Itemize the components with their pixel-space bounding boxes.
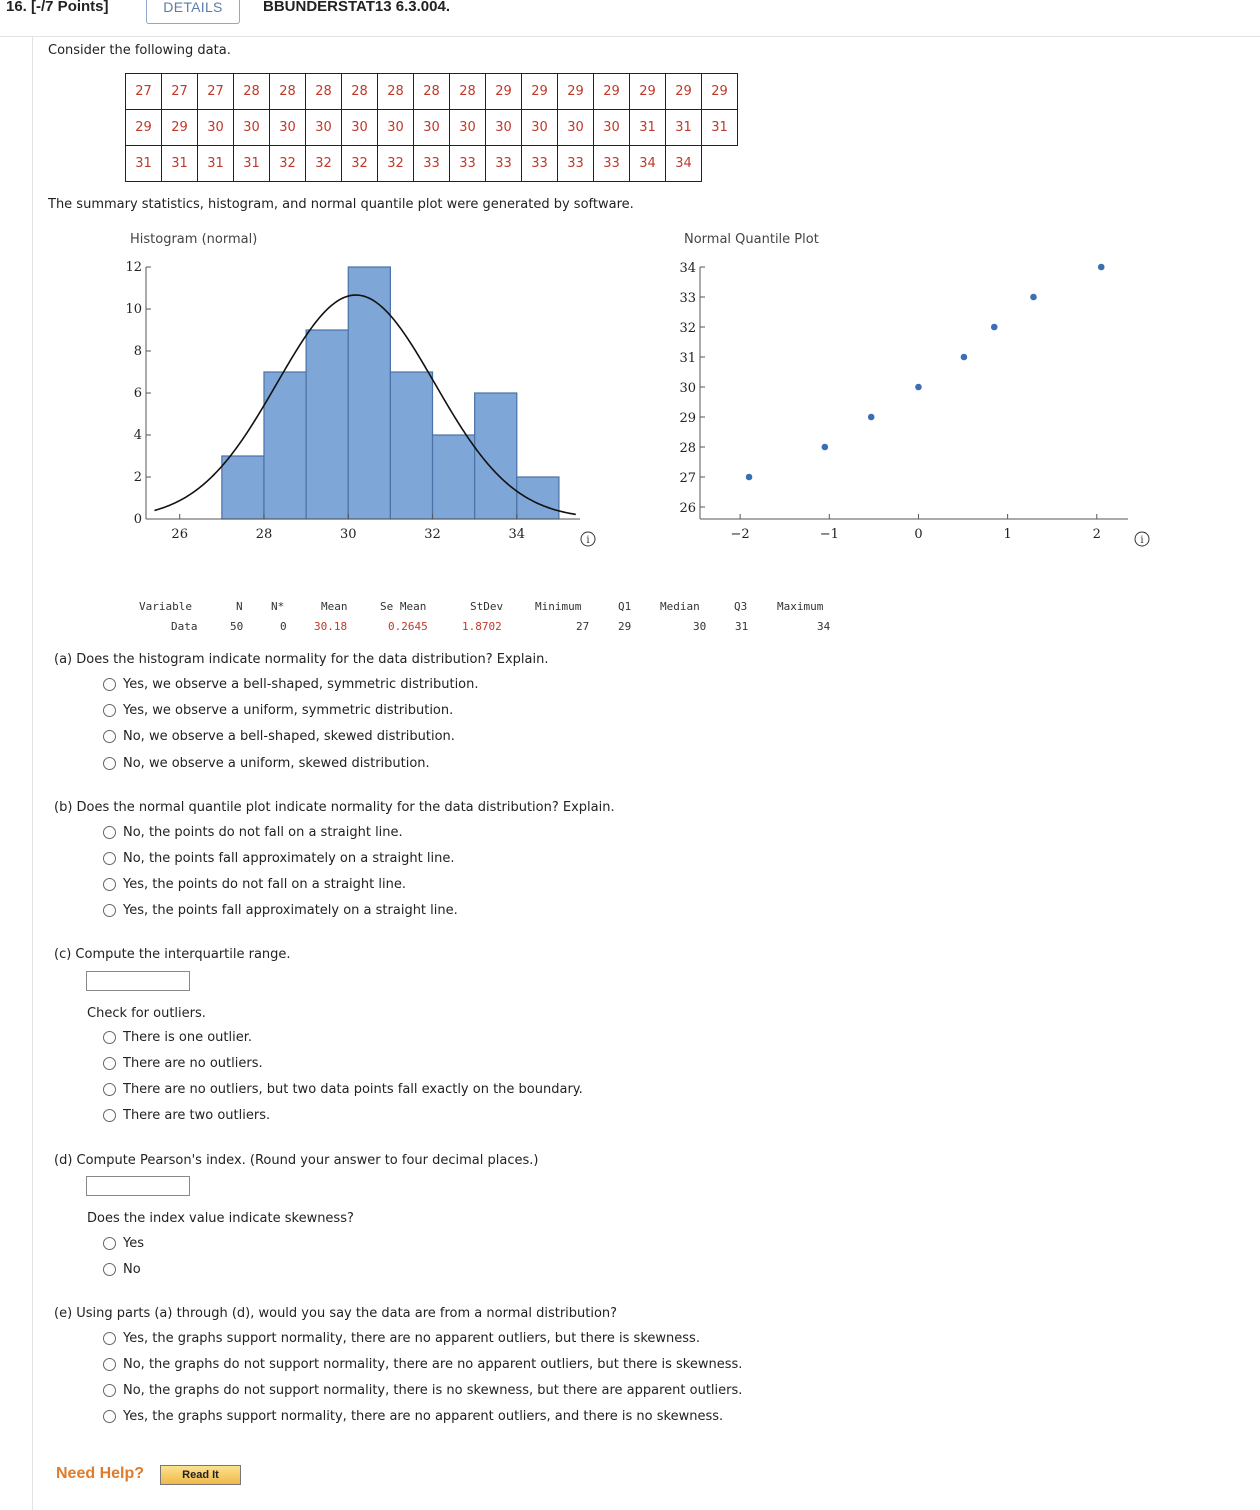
x-tick-label: 32	[424, 527, 441, 542]
y-tick-label: 31	[679, 351, 696, 366]
data-cell: 29	[666, 74, 702, 110]
y-tick-label: 6	[133, 386, 142, 401]
data-cell: 31	[162, 146, 198, 182]
x-tick-label: 2	[1092, 527, 1101, 542]
quantile-point	[868, 414, 875, 421]
radio-button[interactable]	[103, 878, 116, 891]
x-tick-label: 34	[508, 527, 526, 542]
data-cell: 33	[450, 146, 486, 182]
x-tick-label: −2	[730, 527, 750, 542]
radio-button[interactable]	[103, 1083, 116, 1096]
data-cell: 30	[414, 110, 450, 146]
stat-header: Q3	[734, 600, 748, 613]
histogram-bar	[306, 330, 348, 519]
histogram-bar	[517, 477, 559, 519]
data-cell: 30	[378, 110, 414, 146]
stat-header: N	[236, 600, 243, 613]
y-tick-label: 32	[679, 321, 696, 336]
data-cell: 34	[630, 146, 666, 182]
data-cell: 30	[270, 110, 306, 146]
stat-value: 0.2645	[388, 620, 428, 633]
quantile-point	[961, 354, 968, 361]
iqr-input[interactable]	[86, 971, 190, 991]
data-cell: 31	[198, 146, 234, 182]
radio-button[interactable]	[103, 1263, 116, 1276]
data-cell: 29	[522, 74, 558, 110]
part-a-option[interactable]: No, we observe a uniform, skewed distribution.	[103, 756, 430, 771]
part-b-option[interactable]: No, the points do not fall on a straight line.	[103, 825, 403, 840]
data-table-row	[126, 74, 738, 110]
summary-stats	[0, 600, 1260, 640]
radio-button[interactable]	[103, 826, 116, 839]
data-cell: 30	[594, 110, 630, 146]
part-b-option[interactable]: Yes, the points fall approximately on a straight line.	[103, 903, 458, 918]
histogram-info-icon[interactable]	[581, 532, 595, 546]
histogram-title: Histogram (normal)	[130, 232, 258, 247]
stat-value: Data	[171, 620, 198, 633]
radio-button[interactable]	[103, 1031, 116, 1044]
part-b-question: (b) Does the normal quantile plot indicate normality for the data distribution? Explain.	[54, 800, 615, 815]
data-cell: 32	[306, 146, 342, 182]
part-c-option[interactable]: There are two outliers.	[103, 1108, 270, 1123]
question-number: 16. [-/7 Points]	[6, 0, 109, 15]
x-tick-label: 0	[914, 527, 923, 542]
stat-value: 50	[230, 620, 244, 633]
stat-header: StDev	[470, 600, 504, 613]
data-cell: 28	[378, 74, 414, 110]
radio-button[interactable]	[103, 1332, 116, 1345]
data-cell: 31	[666, 110, 702, 146]
part-e-option[interactable]: No, the graphs do not support normality, there are no apparent outliers, but there is skewness.	[103, 1357, 742, 1372]
stat-value: 29	[618, 620, 632, 633]
stat-header: Median	[660, 600, 700, 613]
quantile-plot-title: Normal Quantile Plot	[684, 232, 819, 247]
stat-header: Variable	[139, 600, 192, 613]
data-cell: 29	[486, 74, 522, 110]
empty-cell	[702, 146, 738, 182]
part-a-question: (a) Does the histogram indicate normality for the data distribution? Explain.	[54, 652, 549, 667]
data-cell: 28	[306, 74, 342, 110]
data-cell: 31	[234, 146, 270, 182]
outliers-question: Check for outliers.	[87, 1006, 206, 1021]
question-code: BBUNDERSTAT13 6.3.004.	[263, 0, 451, 15]
stat-header: Q1	[618, 600, 632, 613]
stat-value: 30.18	[314, 620, 348, 633]
y-tick-label: 26	[679, 501, 696, 516]
stat-value: 1.8702	[462, 620, 502, 633]
left-divider	[32, 36, 33, 1510]
stat-header: Mean	[321, 600, 348, 613]
data-cell: 29	[702, 74, 738, 110]
part-e-option[interactable]: Yes, the graphs support normality, there are no apparent outliers, but there is skewness.	[103, 1331, 700, 1346]
histogram-bar	[433, 435, 475, 519]
data-cell: 31	[126, 146, 162, 182]
data-cell: 30	[198, 110, 234, 146]
stat-value: 0	[280, 620, 287, 633]
part-e-option[interactable]: No, the graphs do not support normality, there is no skewness, but there are apparent outliers.	[103, 1383, 742, 1398]
part-d-option[interactable]: No	[103, 1262, 141, 1277]
data-cell: 31	[702, 110, 738, 146]
histogram-bar	[222, 456, 264, 519]
part-c-option[interactable]: There are no outliers.	[103, 1056, 263, 1071]
data-cell: 30	[450, 110, 486, 146]
data-cell: 30	[558, 110, 594, 146]
data-cell: 31	[630, 110, 666, 146]
part-a-option[interactable]: Yes, we observe a uniform, symmetric distribution.	[103, 703, 453, 718]
need-help-label: Need Help?	[56, 1465, 145, 1482]
part-a-option[interactable]: Yes, we observe a bell-shaped, symmetric distribution.	[103, 677, 479, 692]
quantile-point	[991, 324, 998, 331]
data-table	[125, 73, 738, 182]
y-tick-label: 33	[679, 291, 696, 306]
intro-text: Consider the following data.	[48, 43, 231, 58]
summary-intro-text: The summary statistics, histogram, and normal quantile plot were generated by software.	[48, 197, 634, 212]
x-tick-label: 30	[339, 527, 357, 542]
part-c-question: (c) Compute the interquartile range.	[54, 947, 291, 962]
histogram-chart	[100, 225, 620, 555]
y-tick-label: 10	[125, 302, 142, 317]
data-cell: 30	[522, 110, 558, 146]
radio-button[interactable]	[103, 1109, 116, 1122]
data-cell: 30	[486, 110, 522, 146]
quantile-point	[822, 444, 829, 451]
part-b-option[interactable]: No, the points fall approximately on a straight line.	[103, 851, 454, 866]
data-cell: 34	[666, 146, 702, 182]
data-cell: 32	[378, 146, 414, 182]
stat-value: 34	[817, 620, 831, 633]
stat-header: N*	[271, 600, 285, 613]
y-tick-label: 12	[125, 260, 142, 275]
quantile-point	[746, 474, 753, 481]
radio-button[interactable]	[103, 730, 116, 743]
data-cell: 30	[342, 110, 378, 146]
stat-value: 31	[735, 620, 749, 633]
part-e-question: (e) Using parts (a) through (d), would you say the data are from a normal distribution?	[54, 1306, 618, 1321]
part-b-option[interactable]: Yes, the points do not fall on a straight line.	[103, 877, 406, 892]
svg-text:i: i	[586, 535, 590, 546]
data-cell: 28	[450, 74, 486, 110]
stat-header: Maximum	[777, 600, 824, 613]
data-cell: 33	[522, 146, 558, 182]
stat-header: Minimum	[535, 600, 582, 613]
part-d-option[interactable]: Yes	[103, 1236, 144, 1251]
radio-button[interactable]	[103, 757, 116, 770]
data-cell: 28	[414, 74, 450, 110]
radio-button[interactable]	[103, 1358, 116, 1371]
radio-button[interactable]	[103, 904, 116, 917]
y-tick-label: 28	[679, 441, 696, 456]
quantile-point	[1098, 264, 1105, 271]
read-it-button[interactable]: Read It	[160, 1465, 241, 1485]
stat-value: 27	[576, 620, 590, 633]
quantile-point	[915, 384, 922, 391]
data-cell: 27	[198, 74, 234, 110]
data-cell: 33	[414, 146, 450, 182]
pearson-index-input[interactable]	[86, 1176, 190, 1196]
quantile-info-icon[interactable]	[1135, 532, 1149, 546]
data-cell: 28	[270, 74, 306, 110]
y-tick-label: 27	[679, 471, 696, 486]
radio-button[interactable]	[103, 852, 116, 865]
radio-button[interactable]	[103, 1057, 116, 1070]
radio-button[interactable]	[103, 1410, 116, 1423]
quantile-point	[1030, 294, 1037, 301]
data-cell: 30	[234, 110, 270, 146]
x-tick-label: −1	[819, 527, 839, 542]
data-cell: 27	[126, 74, 162, 110]
data-cell: 29	[558, 74, 594, 110]
part-c-option[interactable]: There are no outliers, but two data points fall exactly on the boundary.	[103, 1082, 583, 1097]
radio-button[interactable]	[103, 704, 116, 717]
data-cell: 29	[630, 74, 666, 110]
x-tick-label: 26	[171, 527, 188, 542]
radio-button[interactable]	[103, 678, 116, 691]
skewness-question: Does the index value indicate skewness?	[87, 1211, 354, 1226]
stat-value: 30	[693, 620, 707, 633]
data-table-row	[126, 110, 738, 146]
y-tick-label: 0	[133, 512, 142, 527]
histogram-bar	[390, 372, 432, 519]
data-cell: 28	[234, 74, 270, 110]
stat-header: Se Mean	[380, 600, 427, 613]
data-cell: 32	[342, 146, 378, 182]
x-tick-label: 28	[255, 527, 273, 542]
y-tick-label: 2	[133, 470, 142, 485]
y-tick-label: 8	[133, 344, 142, 359]
data-cell: 33	[594, 146, 630, 182]
radio-button[interactable]	[103, 1237, 116, 1250]
data-cell: 27	[162, 74, 198, 110]
y-tick-label: 4	[133, 428, 142, 443]
data-cell: 32	[270, 146, 306, 182]
part-d-question: (d) Compute Pearson's index. (Round your answer to four decimal places.)	[54, 1153, 539, 1168]
y-tick-label: 29	[679, 411, 696, 426]
quantile-plot	[650, 225, 1160, 555]
details-button[interactable]: DETAILS	[146, 0, 240, 24]
y-tick-label: 30	[679, 381, 696, 396]
data-cell: 33	[486, 146, 522, 182]
part-c-option[interactable]: There is one outlier.	[103, 1030, 252, 1045]
data-table-row	[126, 146, 738, 182]
histogram-bar	[348, 267, 390, 519]
data-cell: 28	[342, 74, 378, 110]
y-tick-label: 34	[679, 261, 696, 276]
part-e-option[interactable]: Yes, the graphs support normality, there are no apparent outliers, and there is no skewness.	[103, 1409, 723, 1424]
data-cell: 29	[126, 110, 162, 146]
x-tick-label: 1	[1003, 527, 1012, 542]
data-cell: 29	[594, 74, 630, 110]
svg-text:i: i	[1140, 535, 1144, 546]
part-a-option[interactable]: No, we observe a bell-shaped, skewed distribution.	[103, 729, 455, 744]
data-cell: 29	[162, 110, 198, 146]
data-cell: 33	[558, 146, 594, 182]
radio-button[interactable]	[103, 1384, 116, 1397]
data-cell: 30	[306, 110, 342, 146]
